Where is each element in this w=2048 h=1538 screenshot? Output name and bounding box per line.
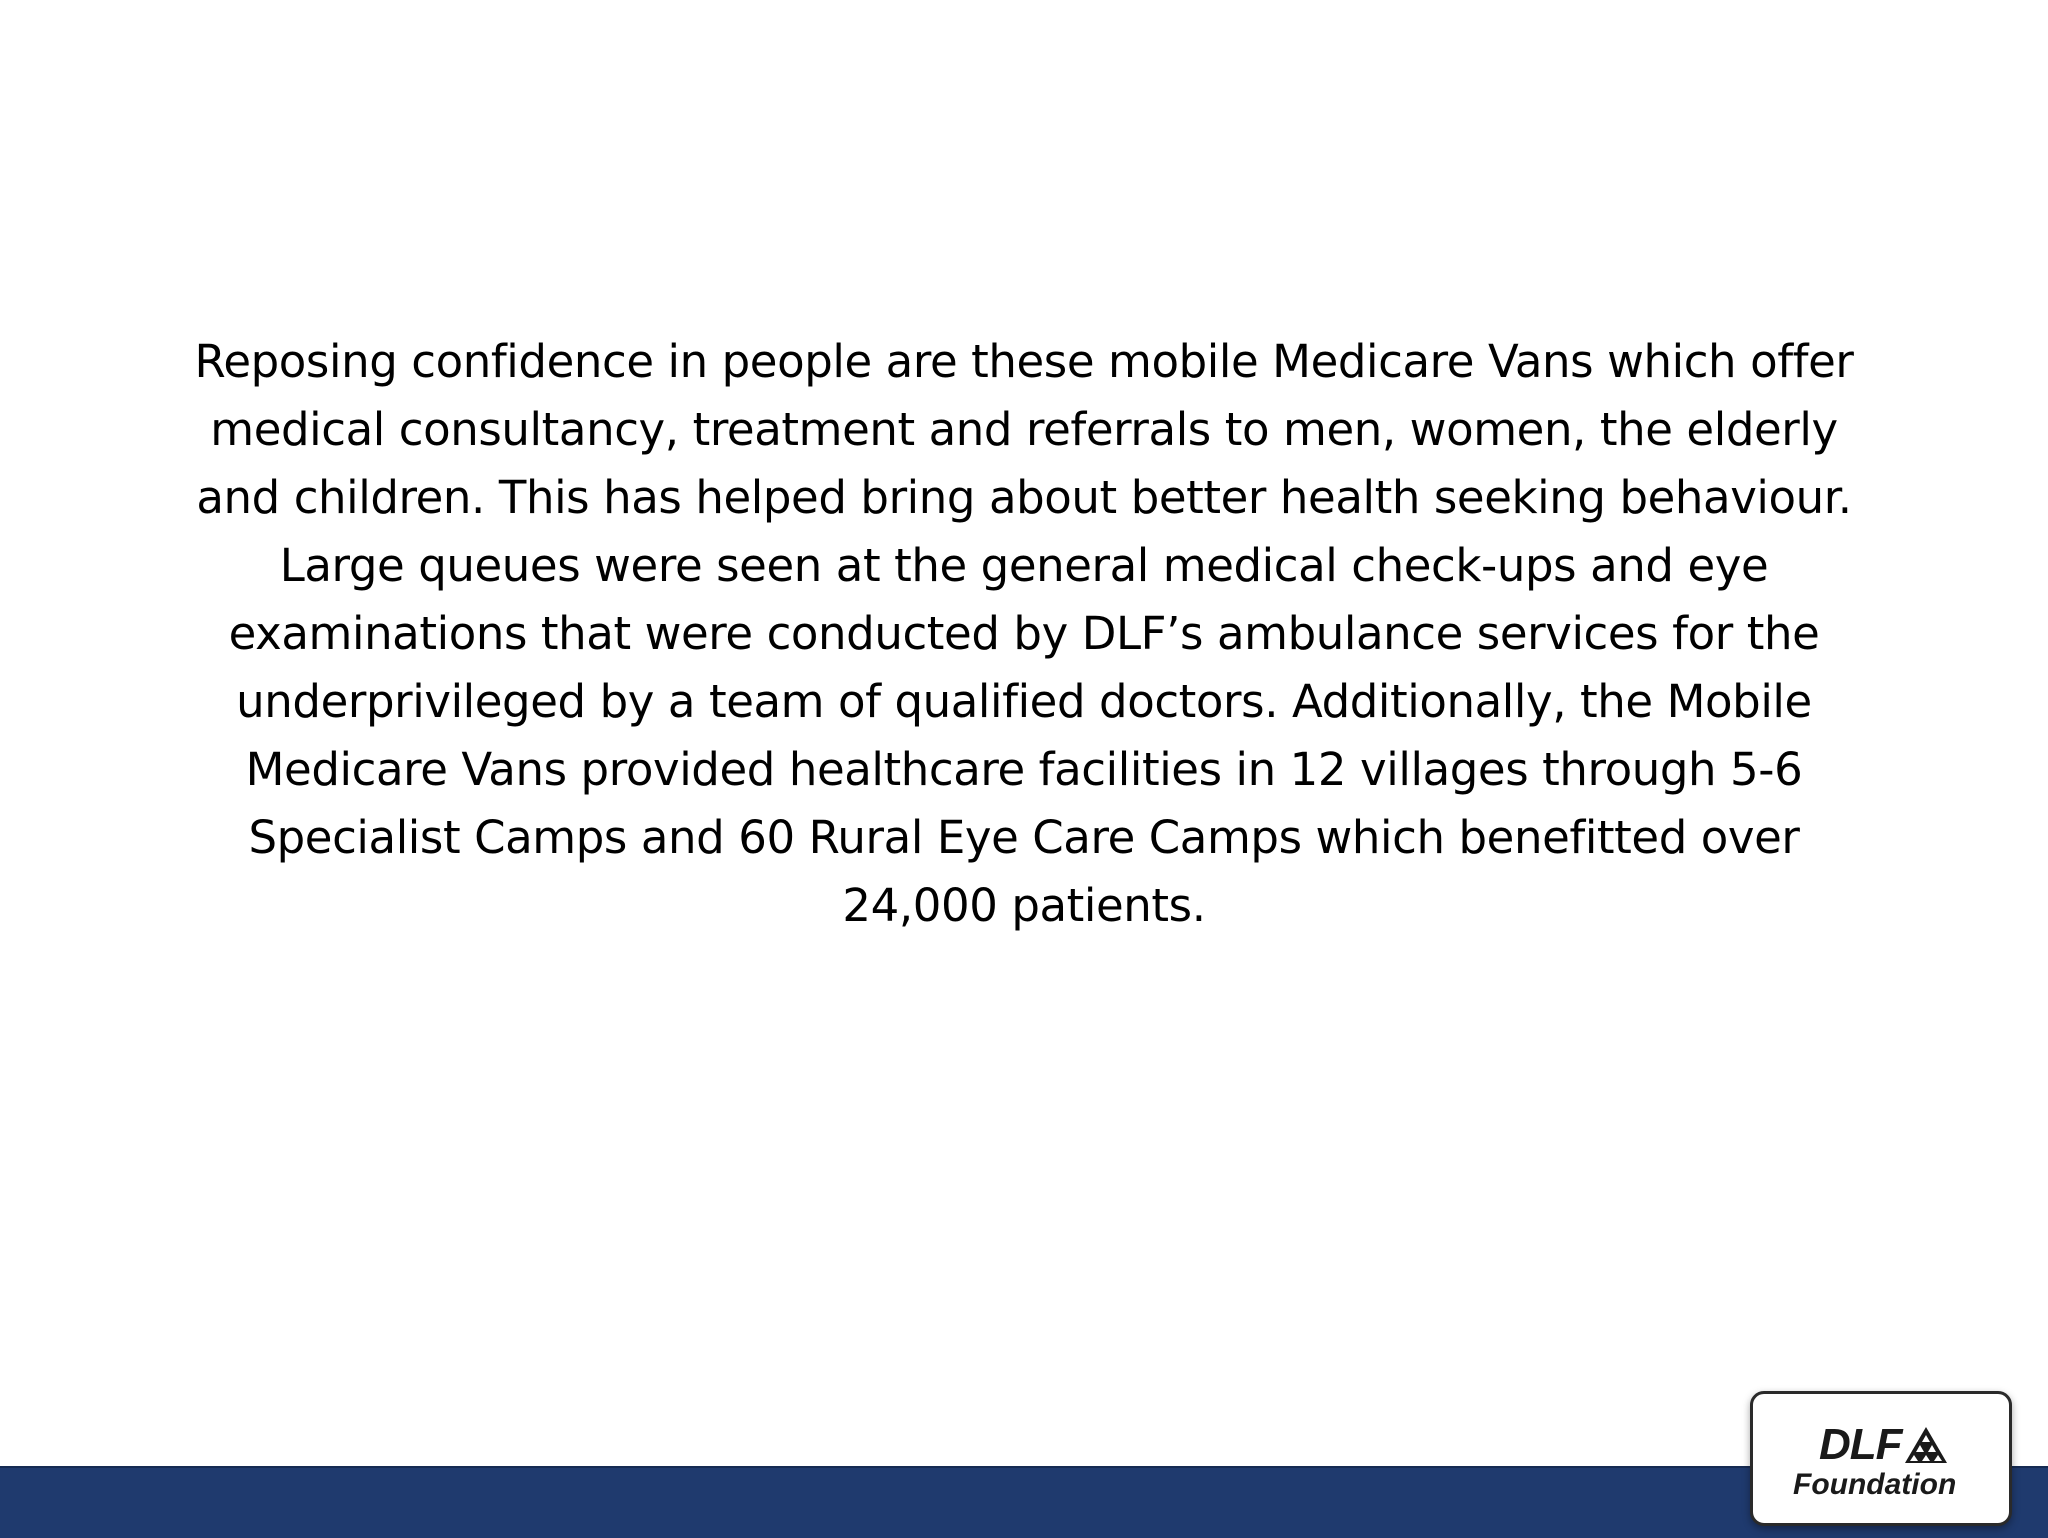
logo-top-row (1819, 1420, 1948, 1469)
paragraph-medicare-vans: Reposing confidence in people are these mobile Medicare Vans which offer medical consultancy, treatment and referrals to men, women, the elderly and children. This has helped bring about better health seeking behaviour. (194, 335, 1854, 524)
footer-band (0, 1466, 2048, 1538)
logo-subtitle-text: Foundation (1793, 1468, 1957, 1501)
logo-brand-text: DLF (1819, 1420, 1902, 1469)
dlf-foundation-logo (1750, 1391, 2012, 1526)
paragraph-eye-camps: Large queues were seen at the general medical check-ups and eye examinations that were conducted by DLF’s ambulance services for the underprivileged by a team of qualified doctors. Additionally, the Mobile Medicare Vans provided healthcare facilities in 12 villages through 5-6 Specialist Camps and 60 Rural Eye Care Camps which benefitted over 24,000 patients. (228, 539, 1820, 932)
logo-inner (1793, 1420, 1983, 1504)
slide-body-text (190, 328, 1858, 940)
pyramid-triangle-icon (1904, 1426, 1948, 1464)
